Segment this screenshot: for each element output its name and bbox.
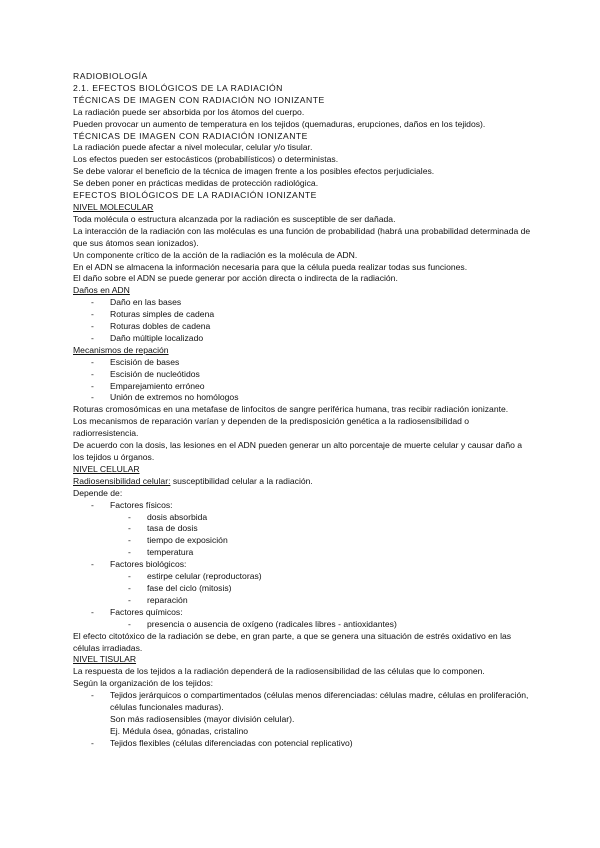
paragraph: El efecto citotóxico de la radiación se debe, en gran parte, a que se genera una situación de estrés oxidativo en las células irradiadas. [73,630,512,653]
mecanismos-heading: Mecanismos de repación [73,344,169,355]
danos-heading: Daños en ADN [73,285,130,296]
efectos-heading: EFECTOS BIOLÓGICOS DE LA RADIACIÓN IONIZANTE [73,190,317,201]
paragraph: En el ADN se almacena la información necesaria para que la célula pueda realizar todas sus funciones. [73,261,468,272]
paragraph: Un componente crítico de la acción de la radiación es la molécula de ADN. [73,249,358,260]
factores-quimicos: - Factores químicos: [73,607,533,619]
list-item: - Escisión de nucleótidos [73,369,533,381]
paragraph: Pueden provocar un aumento de temperatura en los tejidos (quemaduras, erupciones, daños en los tejidos). [73,118,486,129]
no-ionizante-heading: TÉCNICAS DE IMAGEN CON RADIACIÓN NO IONIZANTE [73,94,325,105]
list-item: - Daño en las bases [73,297,533,309]
nivel-celular-heading: NIVEL CELULAR [73,463,140,474]
list-item: - fase del ciclo (mitosis) [73,583,533,595]
radiosensibilidad-line [73,476,533,488]
paragraph: Se deben poner en prácticas medidas de protección radiológica. [73,178,319,189]
paragraph: Roturas cromosómicas en una metafase de linfocitos de sangre periférica humana, tras recibir radiación ionizante. [73,404,509,415]
paragraph: Se debe valorar el beneficio de la técnica de imagen frente a los posibles efectos perjudiciales. [73,166,435,177]
paragraph: La radiación puede afectar a nivel molecular, celular y/o tisular. [73,142,313,153]
ionizante-heading: TÉCNICAS DE IMAGEN CON RADIACIÓN IONIZANTE [73,130,308,141]
paragraph: La respuesta de los tejidos a la radiación dependerá de la radiosensibilidad de las células que lo componen. [73,666,485,677]
list-item: - tasa de dosis [73,523,533,535]
radiosensibilidad-label: Radiosensibilidad celular: [73,475,171,486]
paragraph: El daño sobre el ADN se puede generar por acción directa o indirecta de la radiación. [73,273,398,284]
factores-biologicos: - Factores biológicos: [73,559,533,571]
document-title: RADIOBIOLOGÍA [73,71,148,81]
depende-label: Depende de: [73,487,123,498]
sub-line: Son más radiosensibles (mayor división celular). [110,713,295,724]
paragraph: La interacción de la radiación con las moléculas es una función de probabilidad (habrá una probabilidad determinada de que sus átomos sean ionizados). [73,225,531,248]
paragraph: Los efectos pueden ser estocásticos (probabilísticos) o deterministas. [73,154,339,165]
paragraph: Los mecanismos de reparación varían y dependen de la predisposición genética a la radiosensibilidad o radiorresistencia. [73,416,470,439]
list-item: - Daño múltiple localizado [73,333,533,345]
nivel-tisular-heading: NIVEL TISULAR [73,654,137,665]
nivel-molecular-heading: NIVEL MOLECULAR [73,201,154,212]
list-item: - Unión de extremos no homólogos [73,392,533,404]
list-item: - Roturas simples de cadena [73,309,533,321]
list-item: - tiempo de exposición [73,535,533,547]
paragraph: De acuerdo con la dosis, las lesiones en el ADN pueden generar un alto porcentaje de muerte celular y causar daño a los tejidos u órganos. [73,440,523,462]
section-heading: 2.1. EFECTOS BIOLÓGICOS DE LA RADIACIÓN [73,82,283,93]
list-item: - dosis absorbida [73,512,533,524]
list-item: - Escisión de bases [73,357,533,369]
list-item: - Emparejamiento erróneo [73,381,533,393]
list-item: - reparación [73,595,533,607]
list-item: - presencia o ausencia de oxígeno (radicales libres - antioxidantes) [73,619,533,631]
document-page [73,71,533,750]
sub-line: Ej. Médula ósea, gónadas, cristalino [110,725,249,736]
list-item: - Tejidos jerárquicos o compartimentados (células menos diferenciadas: células madre, células en proliferación, células funcionales maduras). [73,690,533,714]
paragraph: Según la organización de los tejidos: [73,678,213,689]
list-item: - Roturas dobles de cadena [73,321,533,333]
radiosensibilidad-text: susceptibilidad celular a la radiación. [170,475,313,486]
factores-fisicos: - Factores físicos: [73,500,533,512]
list-item: - temperatura [73,547,533,559]
list-item: - Tejidos flexibles (células diferenciadas con potencial replicativo) [73,738,533,750]
paragraph: La radiación puede ser absorbida por los átomos del cuerpo. [73,106,305,117]
paragraph: Toda molécula o estructura alcanzada por la radiación es susceptible de ser dañada. [73,213,396,224]
list-item: - estirpe celular (reproductoras) [73,571,533,583]
